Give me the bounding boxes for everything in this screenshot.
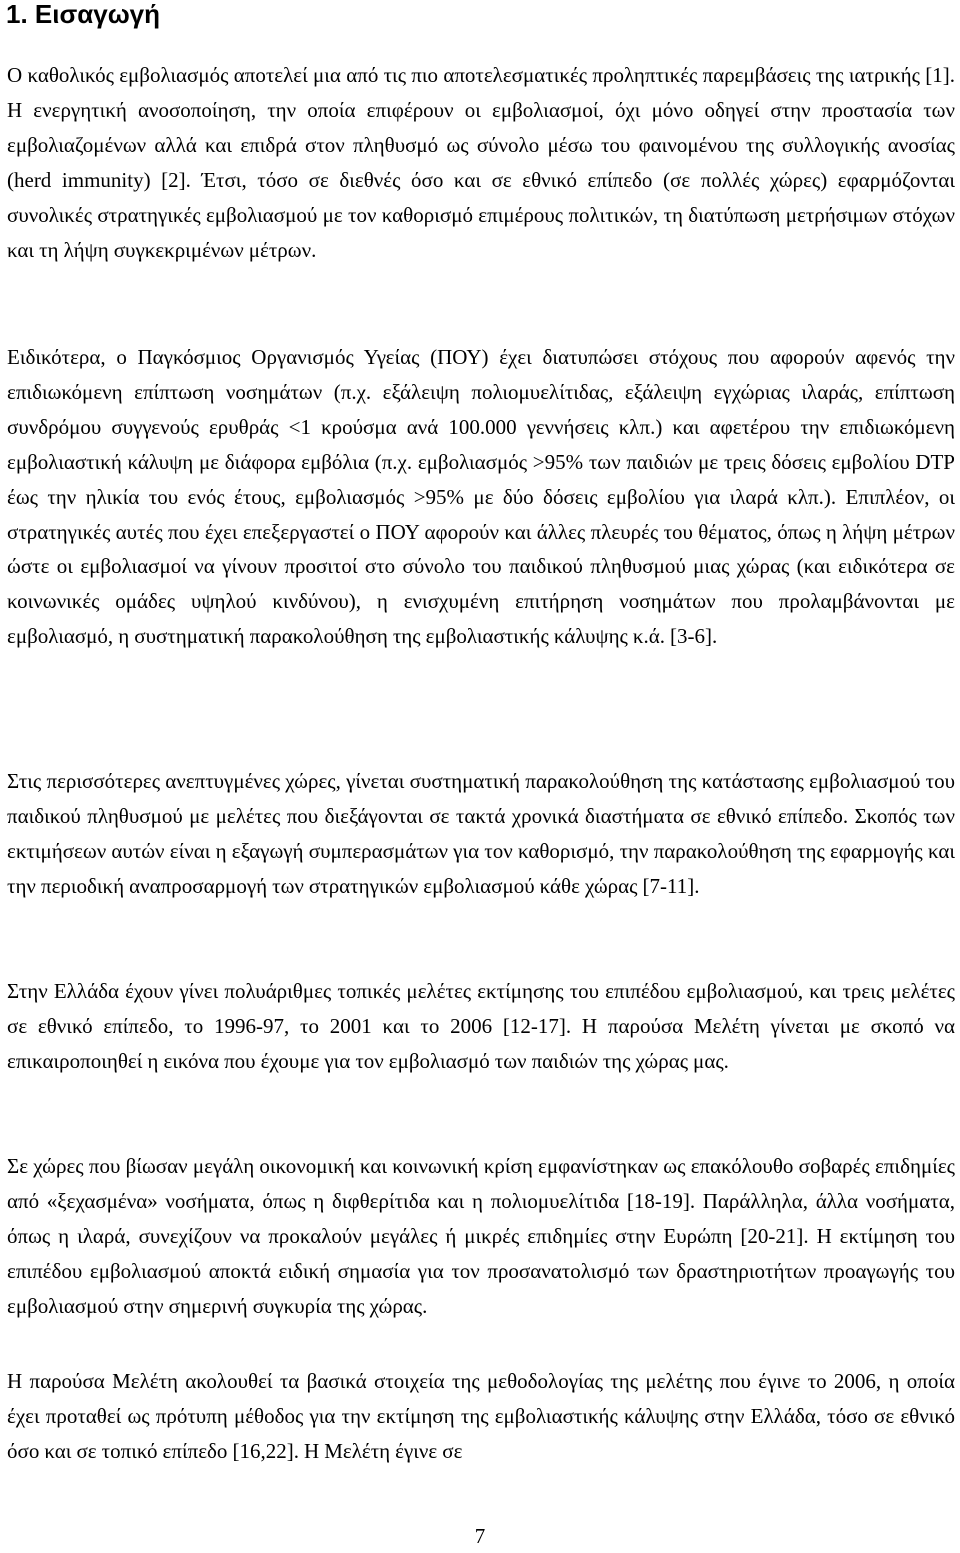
paragraph-block-1	[7, 58, 955, 267]
paragraph-introduction: Ο καθολικός εμβολιασμός αποτελεί μια από τις πιο αποτελεσματικές προληπτικές παρεμβάσεις της ιατρικής [1]. Η ενεργητική ανοσοποίηση, την οποία επιφέρουν οι εμβολιασμοί, όχι μόνο οδηγεί στην προστασία των εμβολιαζομένων αλλά και επιδρά στον πληθυσμό ως σύνολο μέσω του φαινομένου της συλλογικής ανοσίας (herd immunity) [2]. Έτσι, τόσο σε διεθνές όσο και σε εθνικό επίπεδο (σε πολλές χώρες) εφαρμόζονται συνολικές στρατηγικές εμβολιασμού με τον καθορισμό επιμέρους πολιτικών, τη διατύπωση μετρήσιμων στόχων και τη λήψη συγκεκριμένων μέτρων.	[7, 63, 955, 262]
paragraph-block-2	[7, 340, 955, 654]
paragraph-block-6	[7, 1364, 955, 1469]
paragraph-developed-countries: Στις περισσότερες ανεπτυγμένες χώρες, γίνεται συστηματική παρακολούθηση της κατάστασης εμβολιασμού του παιδικού πληθυσμού με μελέτες που διεξάγονται σε τακτά χρονικά διαστήματα σε εθνικό επίπεδο. Σκοπός των εκτιμήσεων αυτών είναι η εξαγωγή συμπερασμάτων για τον καθορισμό, την παρακολούθηση της εφαρμογής και την περιοδική αναπροσαρμογή των στρατηγικών εμβολιασμού κάθε χώρας [7-11].	[7, 769, 955, 898]
paragraph-greece-studies: Στην Ελλάδα έχουν γίνει πολυάριθμες τοπικές μελέτες εκτίμησης του επιπέδου εμβολιασμού, και τρεις μελέτες σε εθνικό επίπεδο, το 1996-97, το 2001 και το 2006 [12-17]. Η παρούσα Μελέτη γίνεται με σκοπό να επικαιροποιηθεί η εικόνα που έχουμε για τον εμβολιασμό των παιδιών της χώρας μας.	[7, 979, 955, 1073]
paragraph-who-targets: Ειδικότερα, ο Παγκόσμιος Οργανισμός Υγείας (ΠΟΥ) έχει διατυπώσει στόχους που αφορούν αφενός την επιδιωκόμενη επίπτωση νοσημάτων (π.χ. εξάλειψη πολιομυελίτιδας, εξάλειψη εγχώριας ιλαράς, επίπτωση συνδρόμου συγγενούς ερυθράς <1 κρούσμα ανά 100.000 γεννήσεις κλπ.) και αφετέρου την επιδιωκόμενη εμβολιαστική κάλυψη με διάφορα εμβόλια (π.χ. εμβολιασμός >95% των παιδιών με τρεις δόσεις εμβολίου DTP έως την ηλικία του ενός έτους, εμβολιασμός >95% με δύο δόσεις εμβολίου για ιλαρά κλπ.). Επιπλέον, οι στρατηγικές αυτές που έχει επεξεργαστεί ο ΠΟΥ αφορούν και άλλες πλευρές του θέματος, όπως η λήψη μέτρων ώστε οι εμβολιασμοί να γίνουν προσιτοί στο σύνολο του παιδικού πληθυσμού μιας χώρας (και ειδικότερα σε κοινωνικές ομάδες υψηλού κινδύνου), η ενισχυμένη επιτήρηση νοσημάτων που προλαμβάνονται με εμβολιασμό, η συστηματική παρακολούθηση της εμβολιαστικής κάλυψης κ.ά. [3-6].	[7, 345, 955, 649]
paragraph-crisis-epidemics: Σε χώρες που βίωσαν μεγάλη οικονομική και κοινωνική κρίση εμφανίστηκαν ως επακόλουθο σοβαρές επιδημίες από «ξεχασμένα» νοσήματα, όπως η διφθερίτιδα και η πολιομυελίτιδα [18-19]. Παράλληλα, άλλα νοσήματα, όπως η ιλαρά, συνεχίζουν να προκαλούν μεγάλες ή μικρές επιδημίες στην Ευρώπη [20-21]. Η εκτίμηση του επιπέδου εμβολιασμού αποκτά ειδική σημασία για τον προσανατολισμό των δραστηριοτήτων προαγωγής του εμβολιασμού στην σημερινή συγκυρία της χώρας.	[7, 1154, 955, 1318]
paragraph-block-5	[7, 1149, 955, 1324]
paragraph-block-4	[7, 974, 955, 1079]
section-heading: 1. Εισαγωγή	[6, 0, 161, 29]
paragraph-block-3	[7, 764, 955, 904]
paragraph-methodology: Η παρούσα Μελέτη ακολουθεί τα βασικά στοιχεία της μεθοδολογίας της μελέτης που έγινε το 2006, η οποία έχει προταθεί ως πρότυπη μέθοδος για την εκτίμηση της εμβολιαστικής κάλυψης στην Ελλάδα, τόσο σε εθνικό όσο και σε τοπικό επίπεδο [16,22]. Η Μελέτη έγινε σε	[7, 1369, 955, 1463]
page-number: 7	[474, 1524, 486, 1548]
